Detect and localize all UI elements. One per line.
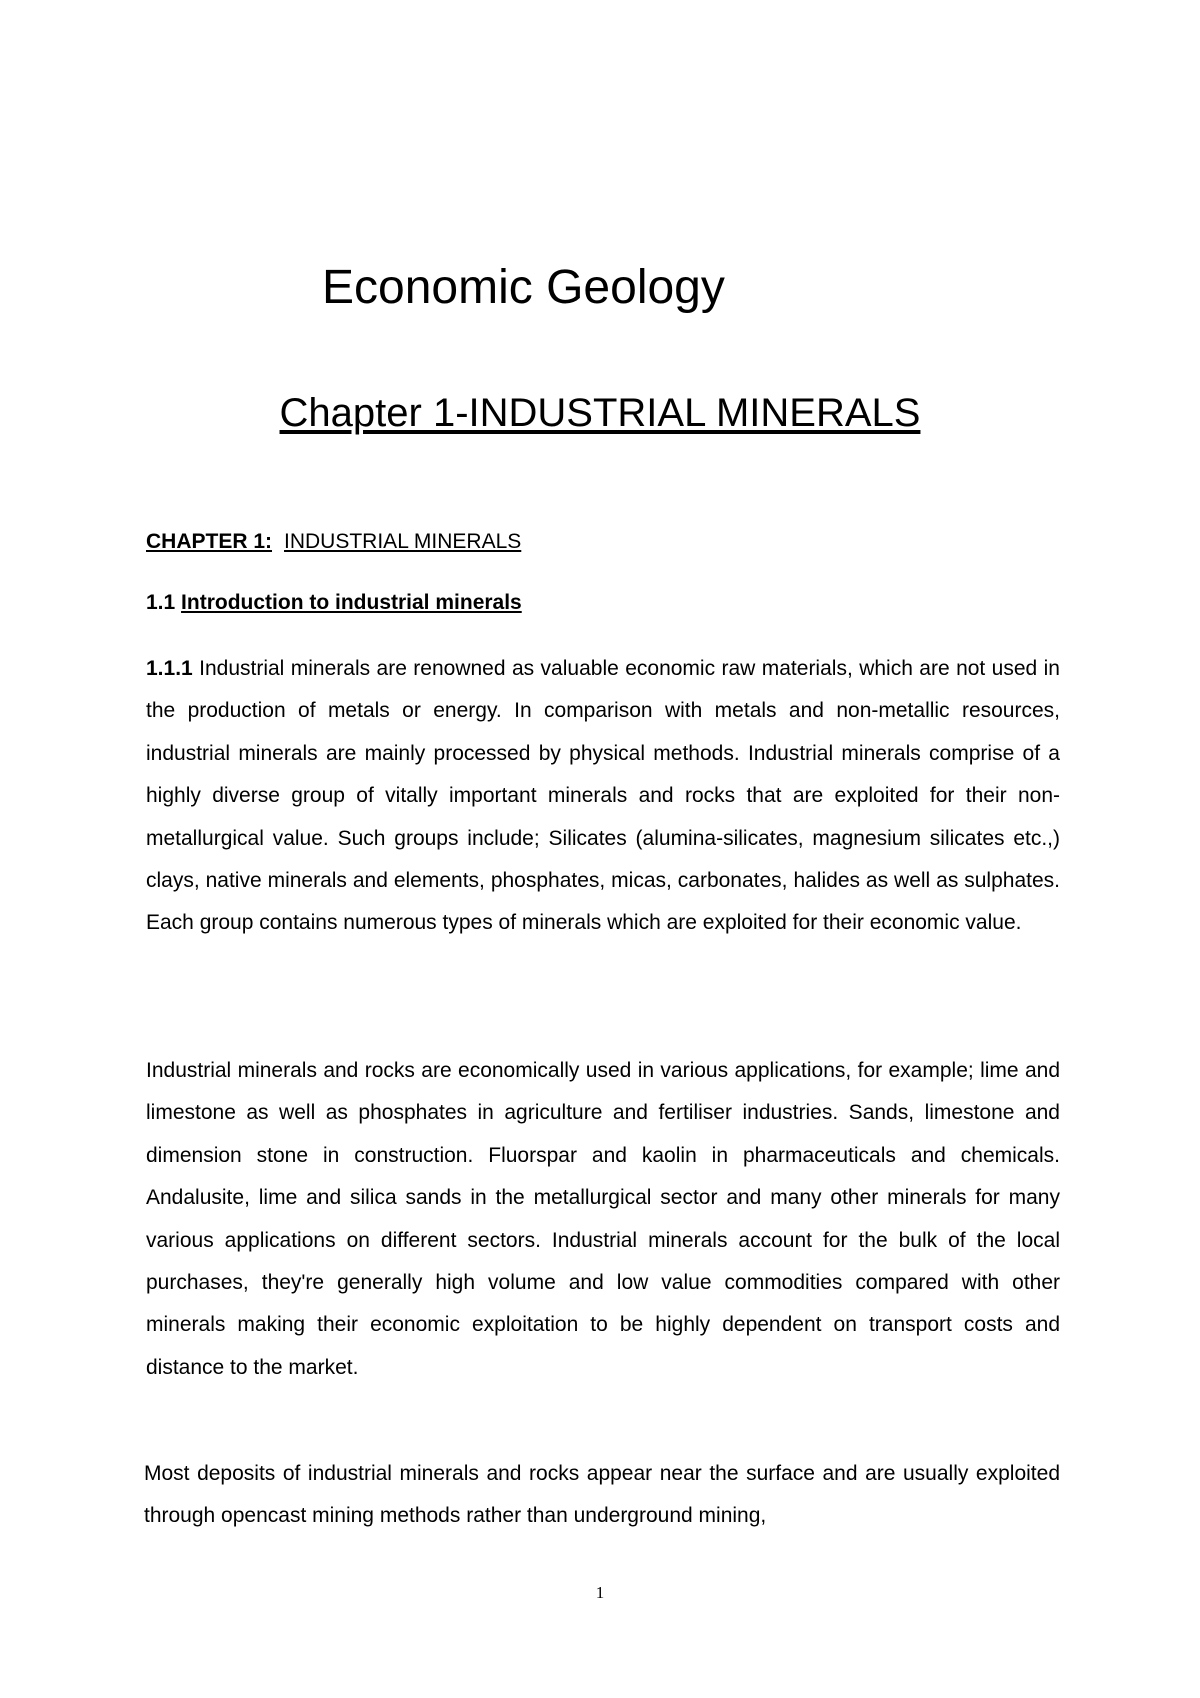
section-heading — [146, 589, 522, 617]
section-title: Introduction to industrial minerals — [181, 591, 522, 614]
paragraph-number: 1.1.1 — [146, 657, 193, 680]
chapter-name: INDUSTRIAL MINERALS — [284, 530, 522, 553]
paragraph-3: Most deposits of industrial minerals and rocks appear near the surface and are usually exploited through opencast mining methods rather than underground mining, — [144, 1462, 1060, 1528]
chapter-line — [146, 528, 521, 556]
page-number: 1 — [595, 1583, 605, 1602]
chapter-heading — [0, 388, 1200, 438]
document-title: Economic Geology — [322, 261, 725, 314]
paragraph-1-text: Industrial minerals are renowned as valuable economic raw materials, which are not used in the production of metals or energy. In comparison with metals and non-metallic resources, industrial minerals are mainly processed by physical methods. Industrial minerals comprise of a highly diverse group of vitally important minerals and rocks that are exploited for their non-metallurgical value. Such groups include; Silicates (alumina-silicates, magnesium silicates etc.,) clays, native minerals and elements, phosphates, micas, carbonates, halides as well as sulphates. Each group contains numerous types of minerals which are exploited for their economic value. — [146, 657, 1060, 935]
section-number: 1.1 — [146, 591, 176, 614]
paragraph-2: Industrial minerals and rocks are economically used in various applications, for example; lime and limestone as well as phosphates in agriculture and fertiliser industries. Sands, limestone and dimension stone in construction. Fluorspar and kaolin in pharmaceuticals and chemicals. Andalusite, lime and silica sands in the metallurgical sector and many other minerals for many various applications on different sectors. Industrial minerals account for the bulk of the local purchases, they're generally high volume and low value commodities compared with other minerals making their economic exploitation to be highly dependent on transport costs and distance to the market. — [146, 1059, 1060, 1379]
chapter-label: CHAPTER 1: — [146, 530, 273, 553]
paragraph-1 — [146, 648, 1060, 945]
chapter-heading-text: Chapter 1-INDUSTRIAL MINERALS — [279, 391, 921, 435]
